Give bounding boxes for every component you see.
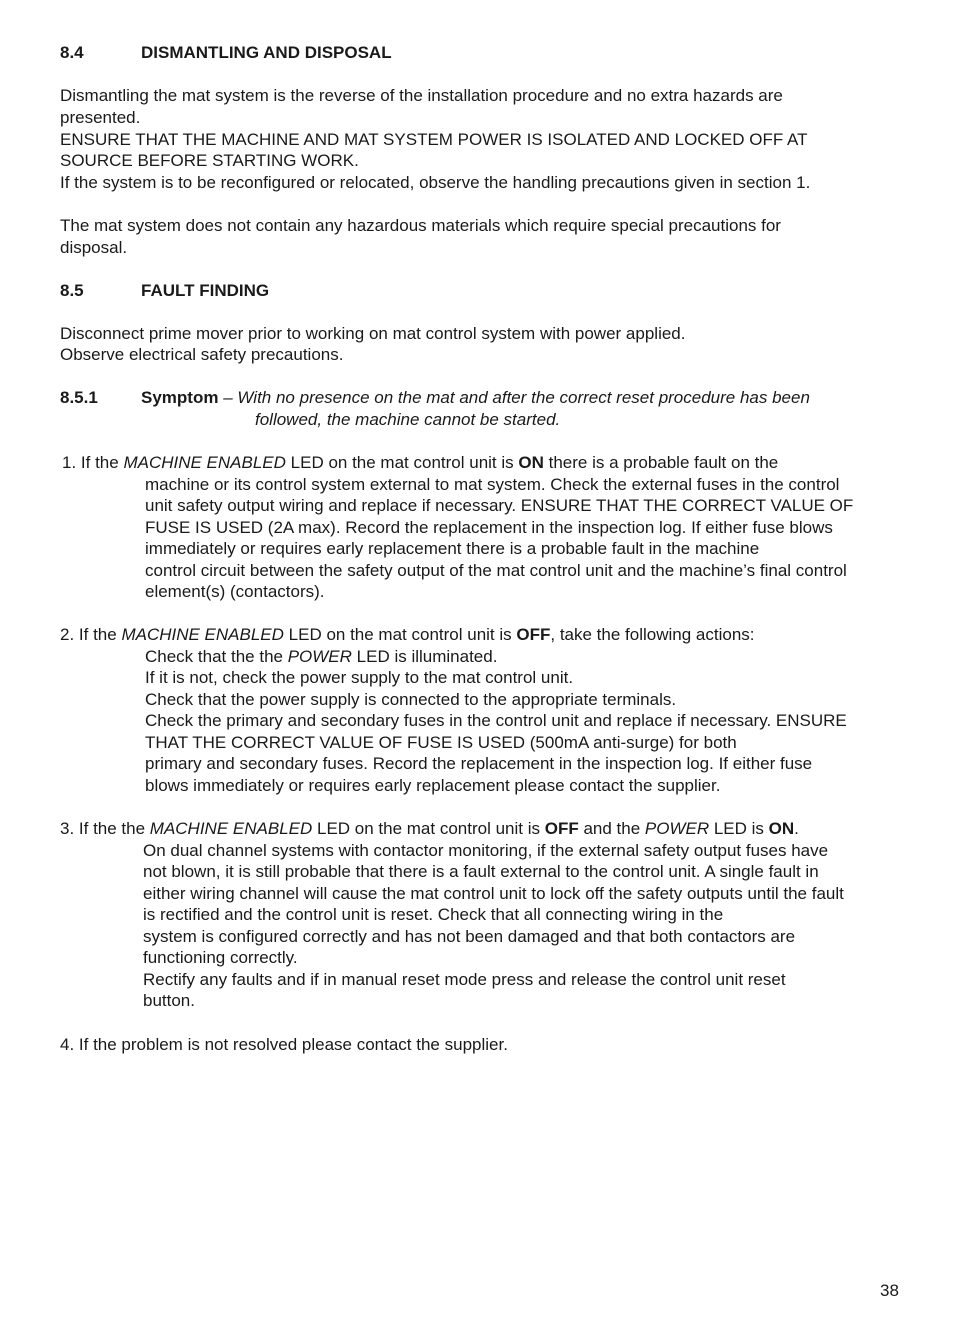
item-1-led: MACHINE ENABLED <box>123 453 286 472</box>
item-1-line: element(s) (contactors). <box>145 582 325 601</box>
item-3-line: functioning correctly. <box>143 948 298 967</box>
page-number: 38 <box>880 1281 899 1300</box>
item-2-check-prefix: Check that the the <box>145 647 288 666</box>
s84-warning: ENSURE THAT THE MACHINE AND MAT SYSTEM POWER IS ISOLATED AND LOCKED OFF AT <box>60 130 808 149</box>
symptom-label: Symptom <box>141 388 219 407</box>
item-2-first-line <box>60 625 755 645</box>
item-3-line: Rectify any faults and if in manual reset mode press and release the control unit reset <box>143 970 786 989</box>
item-2-post: , take the following actions: <box>550 625 755 644</box>
s84-warning-cont: SOURCE BEFORE STARTING WORK. <box>60 151 359 170</box>
item-2-mid: LED on the mat control unit is <box>283 625 517 644</box>
item-2-line: THAT THE CORRECT VALUE OF FUSE IS USED (500mA anti-surge) for both <box>145 733 737 752</box>
item-3-line: not blown, it is still probable that there is a fault external to the control unit. A single fault in <box>143 862 819 881</box>
s84-paragraph-1: Dismantling the mat system is the reverse of the installation procedure and no extra hazards are <box>60 86 783 105</box>
section-8-4-title: DISMANTLING AND DISPOSAL <box>141 43 392 62</box>
section-8-5-title: FAULT FINDING <box>141 281 270 300</box>
symptom-description: With no presence on the mat and after the correct reset procedure has been <box>237 388 810 407</box>
section-8-4-number: 8.4 <box>60 43 84 62</box>
symptom-description-cont: followed, the machine cannot be started. <box>255 410 561 429</box>
s84-paragraph-4-cont: disposal. <box>60 238 128 257</box>
item-1-line: control circuit between the safety output of the mat control unit and the machine’s final control <box>145 561 847 580</box>
item-4: 4. If the problem is not resolved please contact the supplier. <box>60 1035 508 1054</box>
item-3-is: LED is <box>709 819 769 838</box>
item-2-led: MACHINE ENABLED <box>121 625 284 644</box>
item-2-state: OFF <box>516 625 551 644</box>
item-2-line: Check that the power supply is connected to the appropriate terminals. <box>145 690 677 709</box>
item-1-line: unit safety output wiring and replace if necessary. ENSURE THAT THE CORRECT VALUE OF <box>145 496 854 515</box>
s84-paragraph-1-cont: presented. <box>60 108 141 127</box>
s85-paragraph-2: Observe electrical safety precautions. <box>60 345 344 364</box>
item-2-prefix: 2. If the <box>60 625 122 644</box>
item-3-line: is rectified and the control unit is reset. Check that all connecting wiring in the <box>143 905 724 924</box>
item-2-power-check <box>145 647 497 667</box>
item-3-end: . <box>794 819 799 838</box>
item-2-line: If it is not, check the power supply to the mat control unit. <box>145 668 574 687</box>
item-3-mid: LED on the mat control unit is <box>312 819 545 838</box>
item-3-first-line <box>60 819 799 839</box>
item-2-line: primary and secondary fuses. Record the replacement in the inspection log. If either fuse <box>145 754 813 773</box>
item-1-prefix: 1. If the <box>62 453 124 472</box>
item-3-line: system is configured correctly and has not been damaged and that both contactors are <box>143 927 796 946</box>
item-3-line: either wiring channel will cause the mat control unit to lock off the safety outputs until the fault <box>143 884 844 903</box>
section-8-5-1-number: 8.5.1 <box>60 388 98 407</box>
item-3-state: OFF <box>544 819 579 838</box>
item-3-line: button. <box>143 991 195 1010</box>
item-3-led: MACHINE ENABLED <box>149 819 313 838</box>
symptom-dash: – <box>223 388 233 407</box>
item-3-line: On dual channel systems with contactor monitoring, if the external safety output fuses have <box>143 841 829 860</box>
item-1-line: FUSE IS USED (2A max). Record the replacement in the inspection log. If either fuse blows <box>145 518 833 537</box>
s84-paragraph-4: The mat system does not contain any hazardous materials which require special precautions for <box>60 216 781 235</box>
s84-paragraph-3: If the system is to be reconfigured or relocated, observe the handling precautions given in section 1. <box>60 173 811 192</box>
symptom-line <box>141 388 810 408</box>
item-3-prefix: 3. If the the <box>60 819 150 838</box>
item-1-first-line <box>62 453 778 473</box>
section-8-5-number: 8.5 <box>60 281 84 300</box>
item-1-mid: LED on the mat control unit is <box>285 453 519 472</box>
s85-paragraph-1: Disconnect prime mover prior to working on mat control system with power applied. <box>60 324 686 343</box>
item-2-line: Check the primary and secondary fuses in the control unit and replace if necessary. ENSURE <box>145 711 847 730</box>
item-1-post: there is a probable fault on the <box>543 453 779 472</box>
item-2-power-led: POWER <box>287 647 352 666</box>
item-2-check-post: LED is illuminated. <box>351 647 498 666</box>
item-1-state: ON <box>518 453 544 472</box>
item-1-line: immediately or requires early replacement there is a probable fault in the machine <box>145 539 760 558</box>
item-3-and: and the <box>578 819 645 838</box>
item-3-power-led: POWER <box>644 819 710 838</box>
item-1-line: machine or its control system external to mat system. Check the external fuses in the control <box>145 475 840 494</box>
item-2-line: blows immediately or requires early replacement please contact the supplier. <box>145 776 721 795</box>
item-3-state-2: ON <box>768 819 795 838</box>
